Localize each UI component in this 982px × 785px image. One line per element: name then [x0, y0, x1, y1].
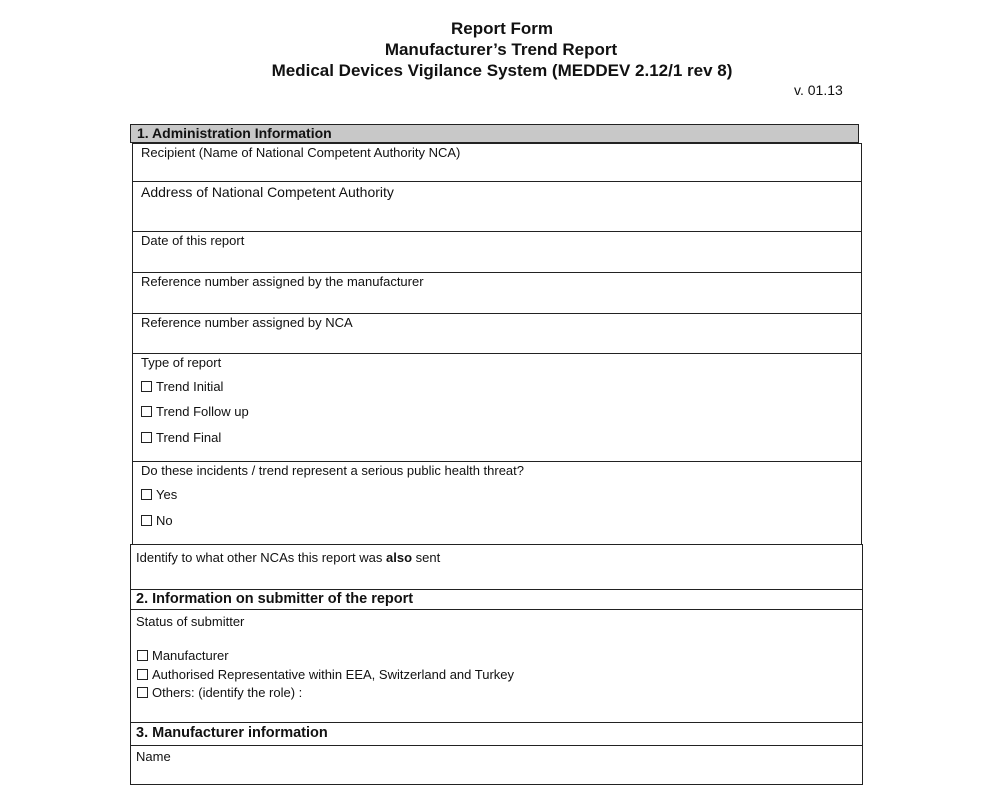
type-of-report-block: [132, 353, 862, 462]
trend-follow-up-option[interactable]: Trend Follow up: [141, 404, 249, 419]
health-threat-label: Do these incidents / trend represent a serious public health threat?: [141, 463, 525, 478]
ref-nca-field[interactable]: [132, 313, 862, 354]
trend-final-option[interactable]: Trend Final: [141, 430, 221, 445]
section-2-header: 2. Information on submitter of the report: [130, 589, 863, 610]
form-title: Report Form: [451, 19, 553, 38]
version-label: v. 01.13: [794, 82, 843, 98]
others-option[interactable]: Others: (identify the role) :: [137, 685, 302, 700]
checkbox[interactable]: [137, 687, 148, 698]
ref-nca-label: Reference number assigned by NCA: [141, 315, 353, 330]
section-3-header: 3. Manufacturer information: [130, 722, 863, 746]
checkbox[interactable]: [141, 381, 152, 392]
date-label: Date of this report: [141, 233, 245, 248]
authorised-representative-option[interactable]: Authorised Representative within EEA, Switzerland and Turkey: [137, 667, 514, 682]
checkbox[interactable]: [141, 432, 152, 443]
recipient-field[interactable]: [132, 143, 862, 182]
other-ncas-field[interactable]: [130, 544, 863, 590]
address-field[interactable]: [132, 181, 862, 232]
form-header: [0, 18, 982, 81]
name-label: Name: [136, 749, 171, 764]
submitter-status-label: Status of submitter: [136, 614, 245, 629]
health-threat-block: [132, 461, 862, 545]
no-option[interactable]: No: [141, 513, 173, 528]
checkbox[interactable]: [137, 669, 148, 680]
ref-manufacturer-field[interactable]: [132, 272, 862, 314]
submitter-status-block: [130, 609, 863, 723]
yes-option[interactable]: Yes: [141, 487, 177, 502]
other-ncas-label: Identify to what other NCAs this report was also sent: [136, 550, 441, 565]
checkbox[interactable]: [141, 489, 152, 500]
type-of-report-label: Type of report: [141, 355, 222, 370]
address-label: Address of National Competent Authority: [141, 184, 394, 200]
date-field[interactable]: [132, 231, 862, 273]
checkbox[interactable]: [141, 406, 152, 417]
section-1-header: 1. Administration Information: [130, 124, 859, 143]
trend-initial-option[interactable]: Trend Initial: [141, 379, 223, 394]
manufacturer-option[interactable]: Manufacturer: [137, 648, 229, 663]
recipient-label: Recipient (Name of National Competent Authority NCA): [141, 145, 461, 160]
name-field[interactable]: [130, 745, 863, 785]
checkbox[interactable]: [141, 515, 152, 526]
checkbox[interactable]: [137, 650, 148, 661]
ref-manufacturer-label: Reference number assigned by the manufacturer: [141, 274, 424, 289]
form-system-title: Medical Devices Vigilance System (MEDDEV 2.12/1 rev 8): [271, 61, 733, 80]
form-subtitle: Manufacturer’s Trend Report: [384, 40, 618, 59]
